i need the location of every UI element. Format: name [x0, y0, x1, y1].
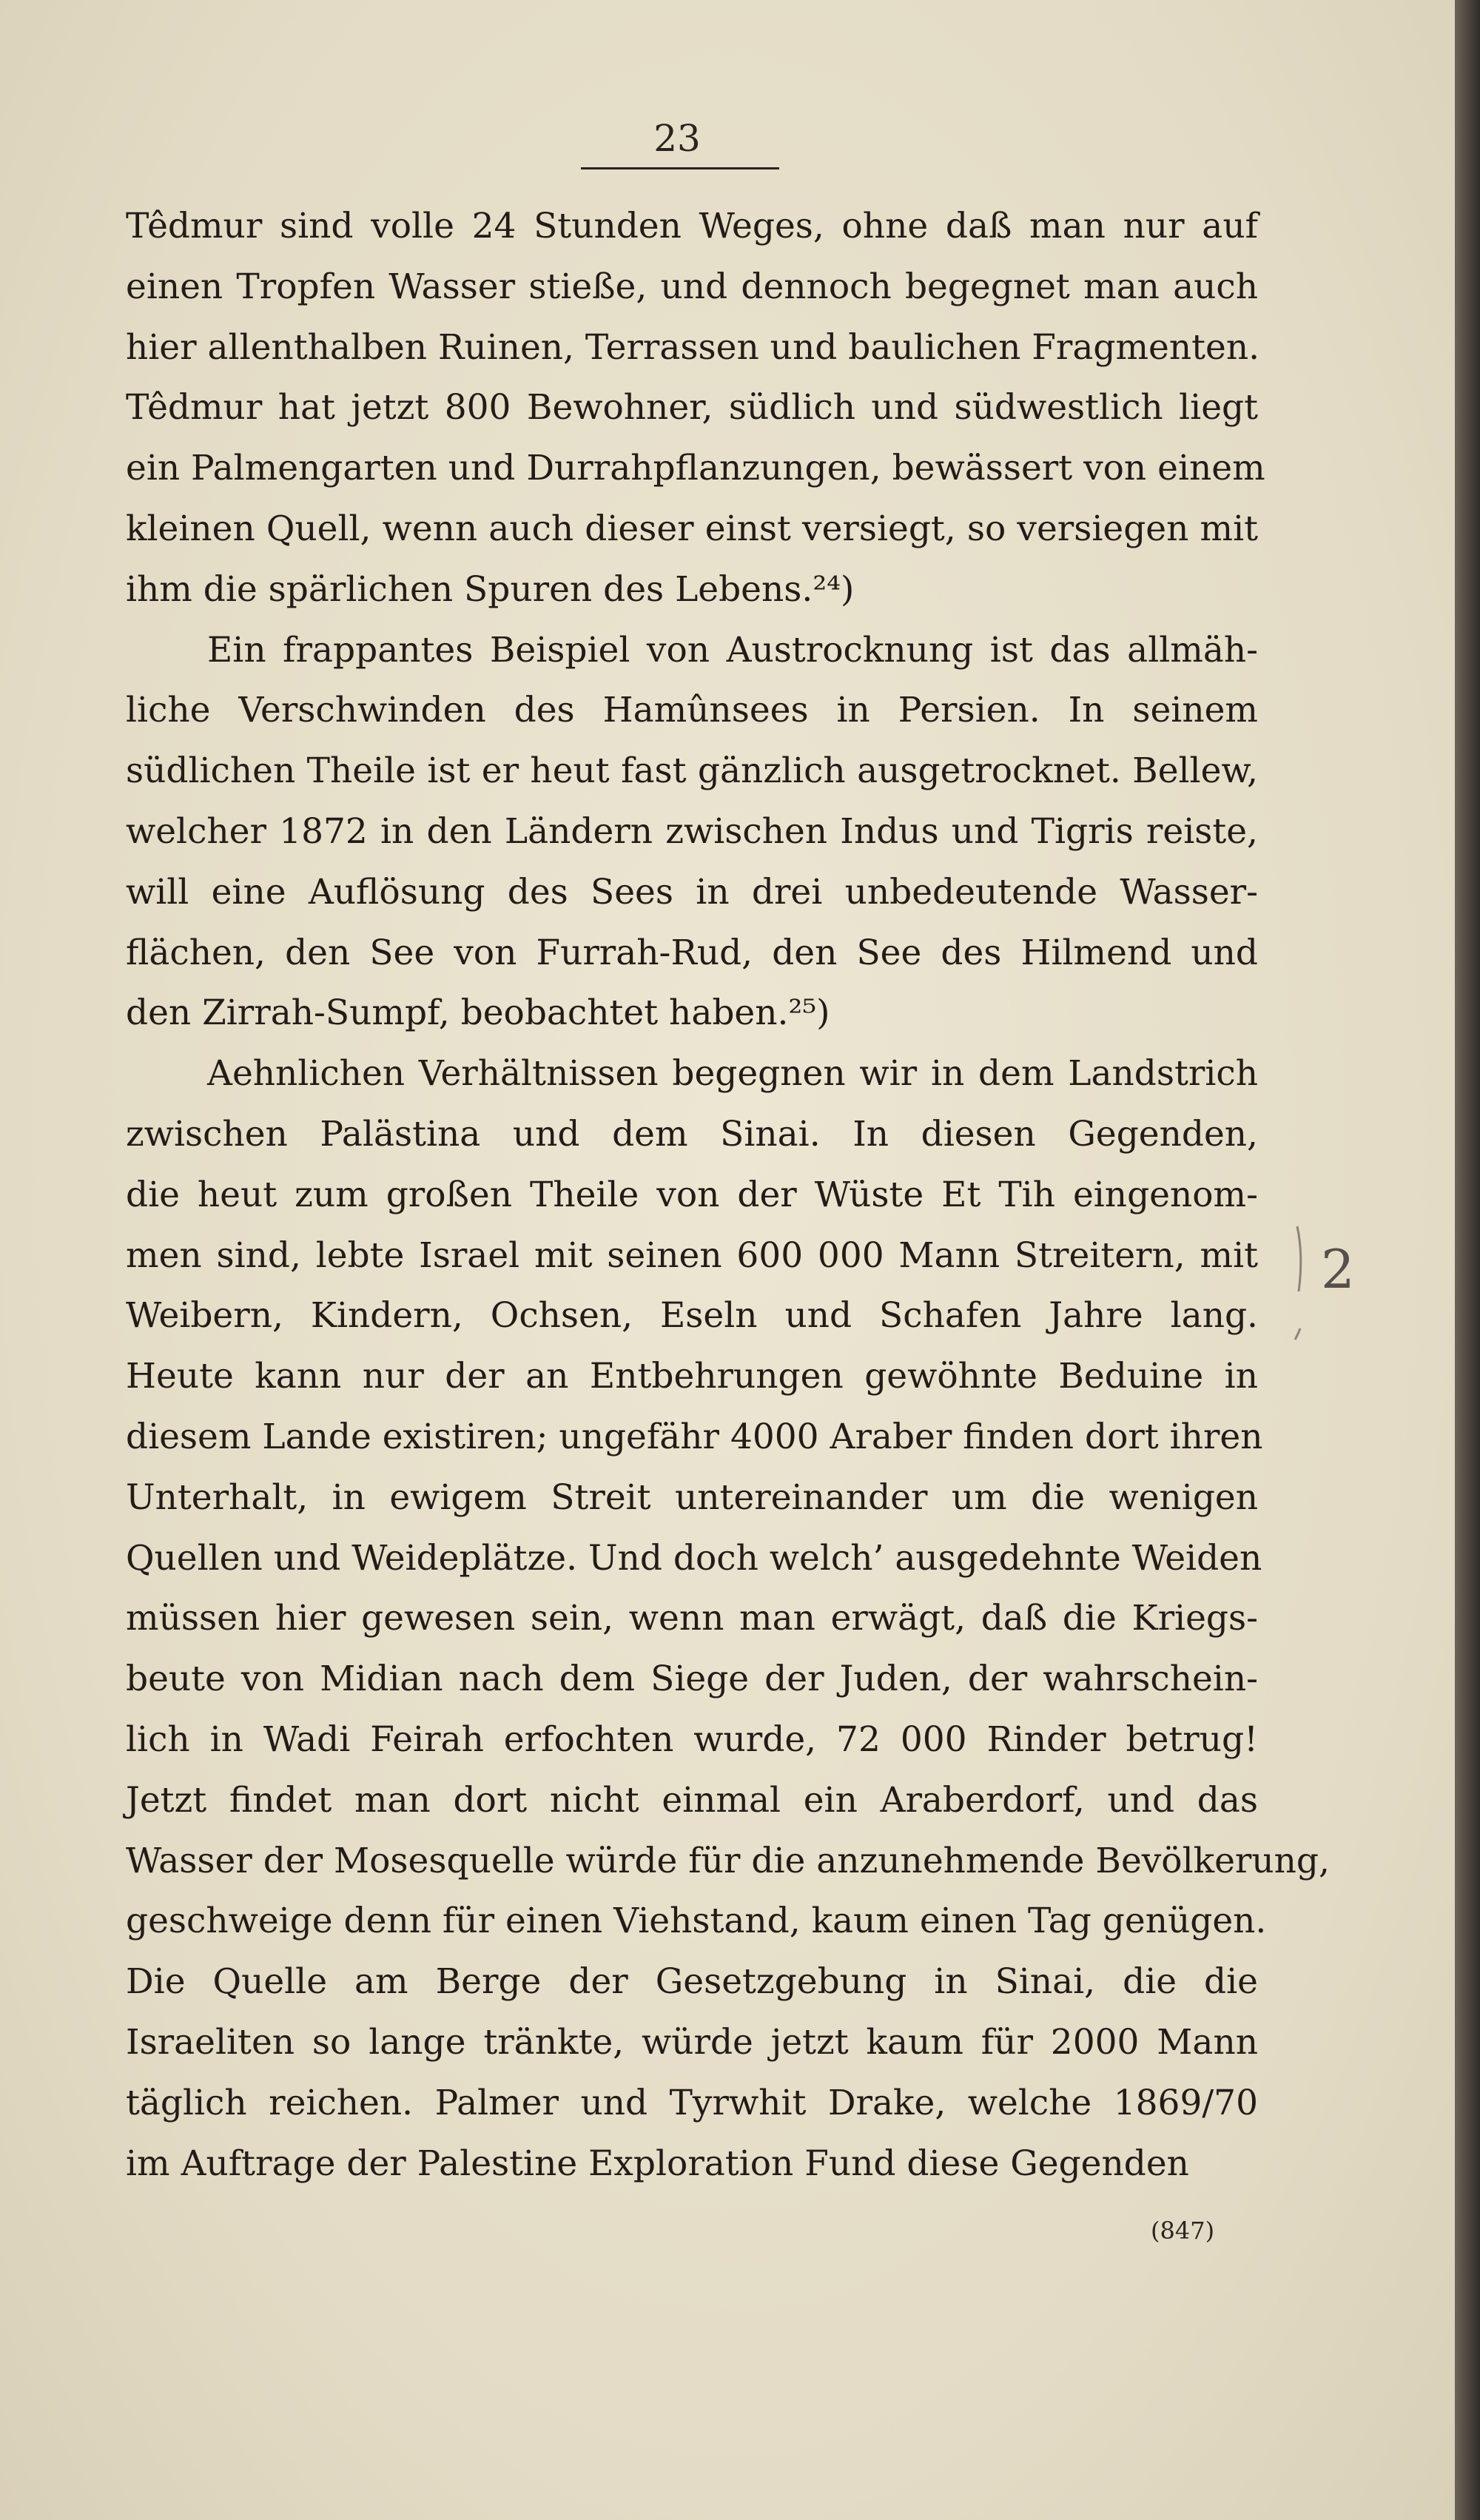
text-line: Têdmur sind volle 24 Stunden Weges, ohne daß man nur auf — [126, 206, 1258, 246]
text-line: ihm die spärlichen Spuren des Lebens.²⁴) — [126, 568, 855, 610]
text-line: Weibern, Kindern, Ochsen, Eseln und Schafen Jahre lang. — [126, 1295, 1258, 1337]
text-line: im Auftrage der Palestine Exploration Fund diese Gegenden — [126, 2143, 1189, 2184]
text-line: lich in Wadi Feirah erfochten wurde, 72 000 Rinder betrug! — [126, 1718, 1258, 1760]
text-line: täglich reichen. Palmer und Tyrwhit Drake, welche 1869/70 — [126, 2082, 1258, 2123]
text-line: men sind, lebte Israel mit seinen 600 000 Mann Streitern, mit — [126, 1234, 1258, 1276]
text-line: Unterhalt, in ewigem Streit untereinander um die wenigen — [126, 1476, 1258, 1518]
text-line: hier allenthalben Ruinen, Terrassen und baulichen Fragmenten. — [126, 326, 1260, 368]
page-number: 23 — [653, 117, 701, 160]
text-line: Jetzt findet man dort nicht einmal ein Araberdorf, und das — [126, 1779, 1258, 1821]
footer-signature-mark: (847) — [1151, 2217, 1215, 2245]
page-edge — [1455, 0, 1480, 2520]
text-line: zwischen Palästina und dem Sinai. In diesen Gegenden, — [126, 1113, 1258, 1155]
text-line: ein Palmengarten und Durrahpflanzungen, bewässert von einem — [126, 448, 1265, 489]
text-line: Ein frappantes Beispiel von Austrocknung ist das allmäh- — [207, 629, 1258, 671]
text-line: will eine Auflösung des Sees in drei unbedeutende Wasser- — [126, 871, 1258, 913]
text-line: geschweige denn für einen Viehstand, kaum einen Tag genügen. — [126, 1901, 1267, 1942]
text-line: Aehnlichen Verhältnissen begegnen wir in dem Landstrich — [207, 1053, 1258, 1095]
text-line: Quellen und Weideplätze. Und doch welch’ ausgedehnte Weiden — [126, 1537, 1262, 1579]
text-line: den Zirrah-Sumpf, beobachtet haben.²⁵) — [126, 992, 830, 1034]
text-line: die heut zum großen Theile von der Wüste Et Tih eingenom- — [126, 1174, 1258, 1215]
text-line: diesem Lande existiren; ungefähr 4000 Araber finden dort ihren — [126, 1416, 1263, 1457]
text-line: flächen, den See von Furrah-Rud, den See des Hilmend und — [126, 932, 1258, 973]
text-line: südlichen Theile ist er heut fast gänzlich ausgetrocknet. Bellew, — [126, 750, 1258, 792]
text-line: Têdmur hat jetzt 800 Bewohner, südlich und südwestlich liegt — [126, 387, 1258, 429]
text-line: beute von Midian nach dem Siege der Juden, der wahrschein- — [126, 1659, 1258, 1700]
text-line: kleinen Quell, wenn auch dieser einst versiegt, so versiegen mit — [126, 508, 1258, 549]
handwritten-mark-icon — [1291, 1217, 1358, 1351]
text-line: müssen hier gewesen sein, wenn man erwägt, daß die Kriegs- — [126, 1598, 1258, 1639]
text-line: liche Verschwinden des Hamûnsees in Persien. In seinem — [126, 690, 1258, 731]
margin-annotation — [1291, 1217, 1358, 1351]
header-rule — [581, 167, 779, 169]
body-text — [126, 196, 1330, 2194]
margin-annotation-text: 2 — [1321, 1238, 1355, 1300]
text-line: Wasser der Mosesquelle würde für die anzunehmende Bevölkerung, — [126, 1840, 1330, 1881]
text-line: Israeliten so lange tränkte, würde jetzt kaum für 2000 Mann — [126, 2021, 1258, 2063]
text-line: welcher 1872 in den Ländern zwischen Indus und Tigris reiste, — [126, 810, 1258, 852]
text-line: einen Tropfen Wasser stieße, und dennoch begegnet man auch — [126, 266, 1258, 307]
text-line: Heute kann nur der an Entbehrungen gewöhnte Beduine in — [126, 1356, 1258, 1397]
text-line: Die Quelle am Berge der Gesetzgebung in Sinai, die die — [126, 1961, 1258, 2003]
